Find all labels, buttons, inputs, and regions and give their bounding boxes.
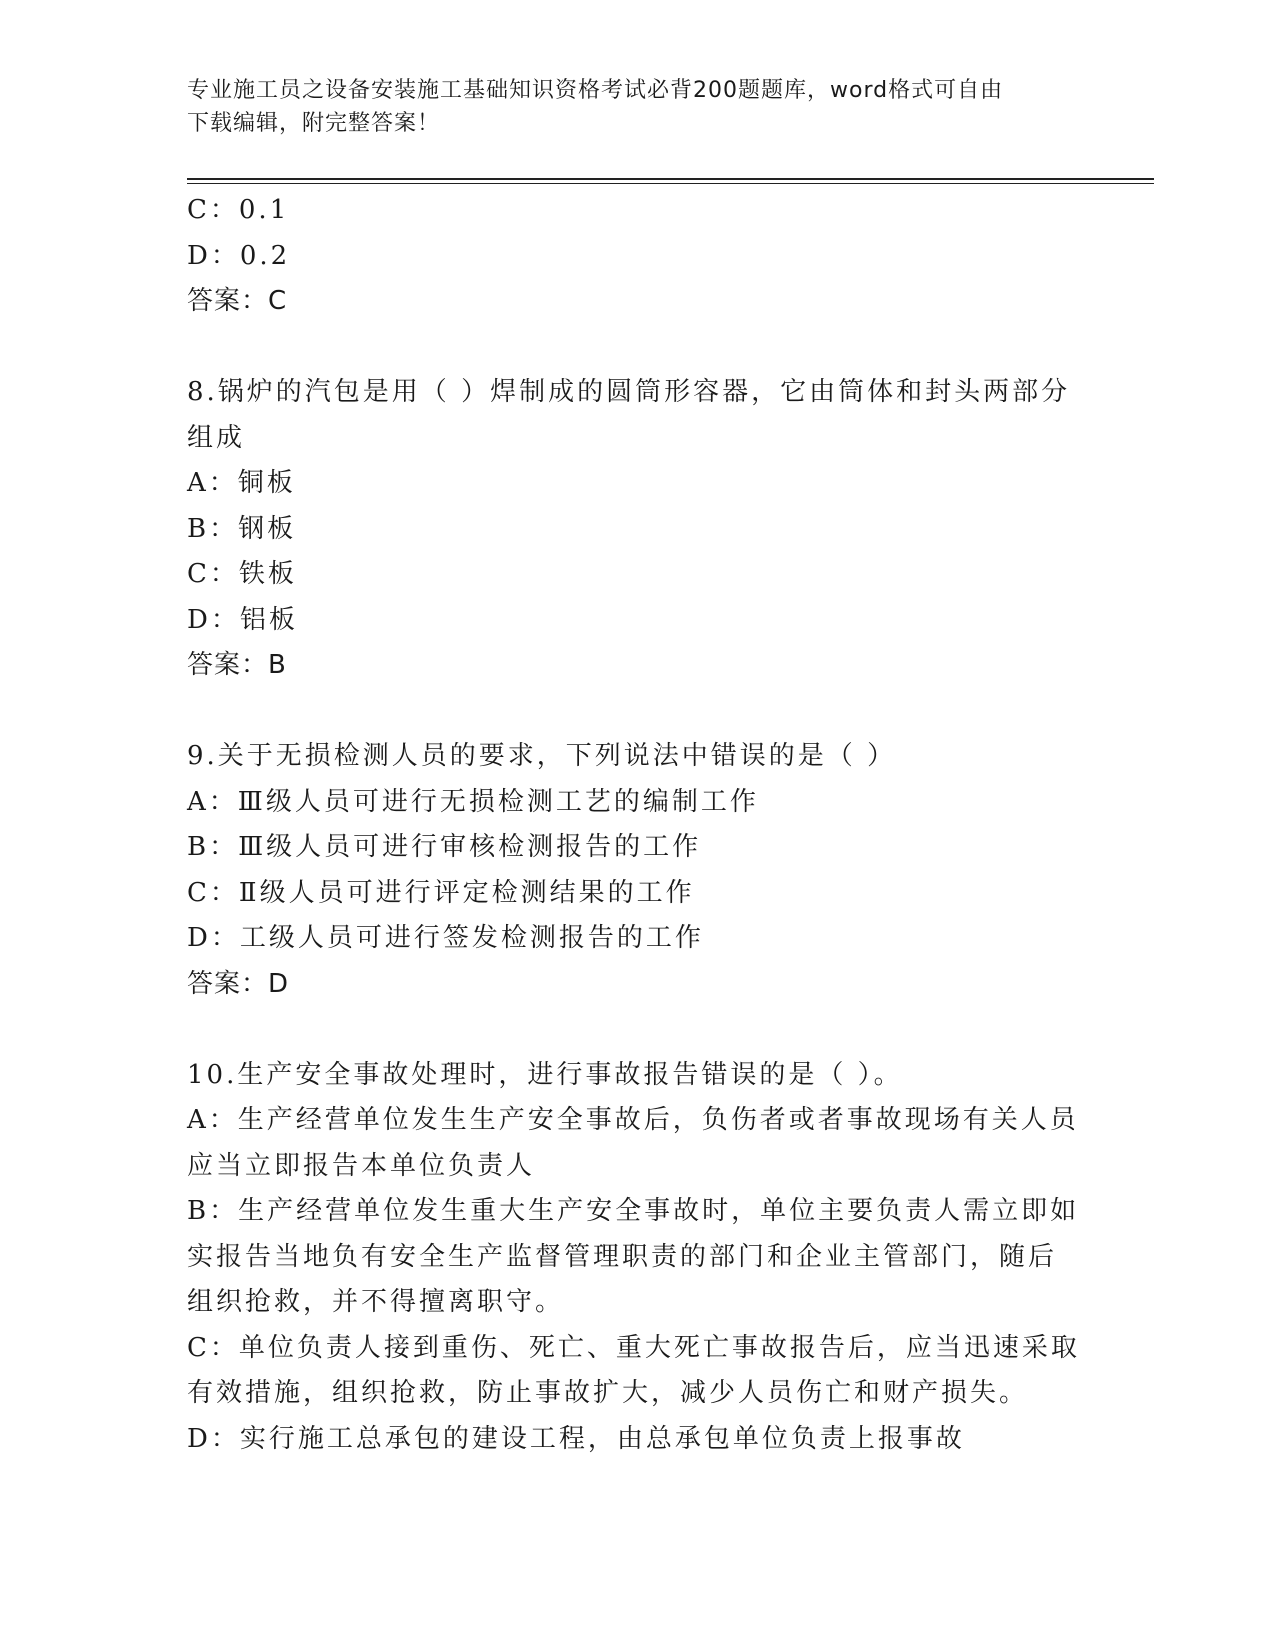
q9-answer: 答案：D bbox=[187, 968, 290, 999]
q8-question-line-1: 8.锅炉的汽包是用（ ）焊制成的圆筒形容器，它由筒体和封头两部分 bbox=[187, 377, 1071, 407]
spacer bbox=[187, 689, 1087, 735]
q9-option-a: A：Ⅲ级人员可进行无损检测工艺的编制工作 bbox=[187, 786, 759, 817]
q10-option-b-line-2: 实报告当地负有安全生产监督管理职责的部门和企业主管部门，随后 bbox=[187, 1241, 1058, 1272]
header-rule-thick bbox=[187, 178, 1154, 180]
q9-question: 9.关于无损检测人员的要求，下列说法中错误的是（ ） bbox=[187, 741, 897, 771]
q8-option-d: D：铝板 bbox=[187, 604, 298, 635]
q8-option-b: B：钢板 bbox=[187, 513, 297, 544]
header-line-1: 专业施工员之设备安装施工基础知识资格考试必背200题题库，word格式可自由 bbox=[187, 78, 1004, 103]
q10-option-a-line-1: A：生产经营单位发生生产安全事故后，负伤者或者事故现场有关人员 bbox=[187, 1105, 1079, 1135]
q9-option-c: C：Ⅱ级人员可进行评定检测结果的工作 bbox=[187, 877, 695, 908]
q8-option-a: A：铜板 bbox=[187, 468, 296, 498]
q10-option-c-line-1: C：单位负责人接到重伤、死亡、重大死亡事故报告后，应当迅速采取 bbox=[187, 1332, 1080, 1363]
q8-answer: 答案：B bbox=[187, 650, 287, 680]
q10-option-b-line-3: 组织抢救，并不得擅离职守。 bbox=[187, 1287, 565, 1317]
spacer bbox=[187, 1007, 1087, 1053]
q8-option-c: C：铁板 bbox=[187, 559, 297, 589]
spacer bbox=[187, 325, 1087, 371]
q8-question-line-2: 组成 bbox=[187, 422, 246, 453]
header-rule-thin bbox=[187, 183, 1154, 184]
page-header bbox=[187, 74, 1067, 140]
q10-option-d: D：实行施工总承包的建设工程，由总承包单位负责上报事故 bbox=[187, 1423, 965, 1454]
question-content bbox=[187, 188, 1087, 1462]
q10-option-a-line-2: 应当立即报告本单位负责人 bbox=[187, 1150, 536, 1181]
q7-option-d: D：0.2 bbox=[187, 240, 291, 271]
q9-option-b: B：Ⅲ级人员可进行审核检测报告的工作 bbox=[187, 832, 702, 862]
q10-option-c-line-2: 有效措施，组织抢救，防止事故扩大，减少人员伤亡和财产损失。 bbox=[187, 1378, 1029, 1408]
q9-option-d: D：工级人员可进行签发检测报告的工作 bbox=[187, 923, 704, 953]
q7-answer: 答案：C bbox=[187, 286, 288, 316]
q10-question: 10.生产安全事故处理时，进行事故报告错误的是（ ）。 bbox=[187, 1059, 903, 1090]
header-line-2: 下载编辑，附完整答案！ bbox=[187, 111, 441, 136]
q10-option-b-line-1: B：生产经营单位发生重大生产安全事故时，单位主要负责人需立即如 bbox=[187, 1196, 1080, 1226]
q7-option-c: C：0.1 bbox=[187, 195, 290, 225]
